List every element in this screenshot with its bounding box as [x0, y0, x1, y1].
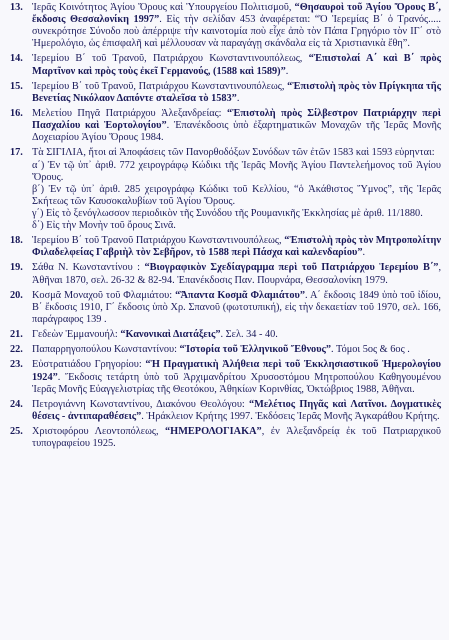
reference-entry: [10, 147, 441, 232]
entry-text-part: Κοσμᾶ Μοναχοῦ τοῦ Φλαμιάτου:: [32, 289, 176, 301]
entry-text-part: Χριστοφόρου Λεοντοπόλεως,: [32, 426, 166, 438]
entry-text-part: Τὰ ΣΙΓΙΛΙΑ, ἤτοι αἱ Ἀποφάσεις τῶν Πανορθοδόξων Συνόδων τῶν ἐτῶν 1583 καὶ 1593 εὑρηνται:: [32, 147, 435, 159]
entry-text-part: Ἱερεμίου Β΄ τοῦ Τρανοῦ, Πατριάρχου Κωνσταντινουπόλεως,: [32, 53, 309, 65]
entry-number: 22.: [10, 344, 23, 356]
sub-item: δ΄) Εἰς τὴν Μονὴν τοῦ ὄρους Σινᾶ.: [32, 219, 176, 231]
entry-number: 20.: [10, 289, 23, 301]
entry-text: [32, 108, 441, 144]
entry-text-part: . Σελ. 34 - 40.: [220, 329, 278, 341]
entry-number: 19.: [10, 262, 23, 274]
sub-item: α΄) Ἐν τῷ ὑπ᾽ ἀριθ. 772 χειρογράφῳ Κώδικι τῆς Ἱερᾶς Μονῆς Ἁγίου Παντελεήμονος τοῦ Ἁγίου Ὄρους.: [32, 159, 441, 183]
reference-entry: [10, 108, 441, 144]
entry-number: 15.: [10, 80, 23, 92]
entry-text: [32, 53, 441, 77]
entry-title: “Ἐπιστολὴ πρὸς Σίλβεστρον Πατριάρχην περὶ Πασχαλίου καὶ Ἑορτολογίου”: [32, 108, 441, 132]
entry-text-part: Σάθα Ν. Κωνσταντίνου :: [32, 262, 145, 274]
reference-entry: [10, 329, 441, 341]
entry-text-part: Γεδεὼν Ἐμμανουήλ:: [32, 329, 121, 341]
reference-entry: [10, 426, 441, 450]
entry-title: “Ἅπαντα Κοσμᾶ Φλαμιάτου”: [175, 289, 305, 301]
reference-entry: [10, 235, 441, 259]
entry-text: [32, 262, 441, 286]
entry-text: [32, 81, 441, 105]
reference-entry: [10, 344, 441, 356]
entry-text: [32, 235, 441, 259]
entry-text-part: Μελετίου Πηγᾶ Πατριάρχου Ἀλεξανδρείας:: [32, 108, 228, 120]
entry-text-part: , ἐν Ἀλεξανδρείᾳ ἐκ τοῦ Πατριαρχικοῦ τυπογραφείου 1925.: [32, 426, 441, 450]
entry-text: [32, 426, 441, 450]
entry-text-part: Ἱερεμίου Β΄ τοῦ Τρανοῦ Πατριάρχου Κωνσταντινουπόλεως,: [32, 235, 285, 247]
entry-title: “Ἡ Πραγματικὴ Ἀλήθεια περὶ τοῦ Ἐκκλησιαστικοῦ Ἡμερολογίου 1924”: [32, 359, 441, 383]
reference-entry: [10, 359, 441, 395]
entry-number: 24.: [10, 398, 23, 410]
entry-title: “Βιογραφικὸν Σχεδίαγραμμα περὶ τοῦ Πατριάρχου Ἱερεμίου Β΄”: [144, 262, 439, 274]
reference-entry: [10, 53, 441, 77]
entry-text-part: Εὐστρατιάδου Γρηγορίου:: [32, 359, 146, 371]
entry-text-part: Παπαρρηγοπούλου Κωνσταντίνου:: [32, 344, 180, 356]
entry-text-part: . Ἐπανέκδοσις ὑπὸ ἐξαρτηματικῶν Μοναχῶν τῆς Ἱερᾶς Μονῆς Δοχειαρίου Ἁγίου Ὄρους 1984.: [32, 120, 441, 144]
entry-number: 21.: [10, 329, 23, 341]
entry-number: 25.: [10, 426, 23, 438]
sub-item: γ΄) Εἰς τὸ ξενόγλωσσον περιοδικὸν τῆς Συνόδου τῆς Ρουμανικῆς Ἐκκλησίας μὲ ἀριθ. 11/1880.: [32, 207, 423, 219]
entry-title: “ΗΜΕΡΟΛΟΓΙΑΚΑ”: [165, 426, 262, 438]
entry-text: [32, 290, 441, 326]
entry-number: 17.: [10, 147, 23, 159]
entry-title: “Μελέτιος Πηγᾶς καὶ Λατῖνοι. Δογματικὲς θέσεις - ἀντιπαραθέσεις”: [32, 398, 441, 422]
entry-text-part: Ἱερᾶς Κοινότητος Ἁγίου Ὄρους καὶ Ὑπουργείου Πολιτισμοῦ,: [32, 2, 295, 13]
entry-text: [32, 2, 441, 50]
entry-text-part: Πετρογιάννη Κωνσταντίνου, Διακόνου Θεολόγου:: [32, 398, 249, 410]
entry-text: [32, 399, 441, 423]
entry-text-part: .: [362, 247, 366, 259]
entry-text-part: . Ἡράκλειον Κρήτης 1997. Ἐκδόσεις Ἱερᾶς Μονῆς Ἀγκαράθου Κρήτης.: [141, 410, 440, 422]
entry-title: “Θησαυροὶ τοῦ Ἁγίου Ὄρους Β΄, ἔκδοσις Θεσσαλονίκη 1997”: [32, 2, 441, 26]
reference-entry: [10, 290, 441, 326]
reference-entry: [10, 2, 441, 50]
entry-text-part: . Εἰς τὴν σελίδαν 453 ἀναφέρεται: “Ὁ Ἱερεμίας Β΄ ὁ Τρανός..... συνεκρότησε Σύνοδο ποὺ ἀπέρριψε τὴν καινοτομία ποὺ εἶχε ἀπὸ τὸν Πάπα Γρηγόριο τὸν ΙΓ΄ στὸ Ἡμερολόγιο, ὡς ἐπισφαλῆ καὶ μέλλουσαν νὰ παραγάγῃ σκάνδαλα εἰς τὰ Χριστιανικὰ ἔθη”.: [32, 14, 441, 50]
entry-title: “Ἱστορία τοῦ Ἑλληνικοῦ Ἔθνους”: [179, 344, 332, 356]
entry-title: “Ἐπιστολαί Α΄ καὶ Β΄ πρὸς Μαρτῖνον καὶ πρὸς τοὺς ἐκεῖ Γερμανούς, (1588 καὶ 1589)”: [32, 53, 441, 77]
entry-text-part: , Ἀθῆναι 1870, σελ. 26-32 & 82-94. Ἐπανέκδοσις Παν. Πουρνάρα, Θεσσαλονίκη 1979.: [32, 262, 442, 286]
entry-number: 16.: [10, 108, 23, 120]
reference-entry: [10, 262, 441, 286]
entry-number: 18.: [10, 235, 23, 247]
entry-text: [32, 344, 441, 356]
entry-title: “Κανονικαὶ Διατάξεις”: [120, 329, 221, 341]
entry-number: 13.: [10, 2, 23, 13]
sub-item: β΄) Ἐν τῷ ὑπ᾽ ἀριθ. 285 χειρογράφῳ Κώδικι τοῦ Κελλίου, “ὁ Ἀκάθιστος Ὕμνος”, τῆς Ἱερᾶς Σκήτεως τῶν Καυσοκαλυβίων τοῦ Ἁγίου Ὄρους.: [32, 183, 441, 207]
entry-title: “Ἐπιστολὴ πρὸς τὸν Πρίγκηπα τῆς Βενετίας Νικόλαον Δαπόντε σταλεῖσα τὸ 1583”: [32, 80, 441, 104]
entry-text-part: . Τόμοι 5ος & 6ος .: [331, 344, 410, 356]
entry-number: 14.: [10, 53, 23, 65]
entry-text: [32, 147, 441, 232]
entry-number: 23.: [10, 359, 23, 371]
entry-text: [32, 329, 441, 341]
entry-text-part: .: [285, 65, 289, 77]
entry-text-part: . Ἔκδοσις τετάρτη ὑπὸ τοῦ Ἀρχιμανδρίτου Χρυσοστόμου Μητροπούλου Καθηγουμένου Ἱερᾶς Μονῆς Εὐαγγελιστρίας τῆς Θεοτόκου, Ἀθηκίων Κορινθίας, Ὀκτώβριος 1988, Ἀθῆναι.: [32, 371, 441, 395]
entry-text-part: Ἱερεμίου Β΄ τοῦ Τρανοῦ, Πατριάρχου Κωνσταντινουπόλεως,: [32, 80, 288, 92]
entry-title: “Ἐπιστολὴ πρὸς τὸν Μητροπολίτην Φιλαδελφείας Γαβριὴλ τὸν Σεβῆρον, τὸ 1588 περὶ Πάσχα καὶ καλενδαρίου”: [32, 235, 441, 259]
entry-text: [32, 359, 441, 395]
entry-text-part: .: [236, 92, 240, 104]
reference-entry: [10, 399, 441, 423]
entry-text-part: . Α΄ ἔκδοσις 1849 ὑπὸ τοῦ ἰδίου, Β΄ ἔκδοσις 1910, Γ΄ ἔκδοσις ὑπὸ Χρ. Σπανοῦ (φωτοτυπική), εἰς τὴν δεκαετίαν τοῦ 1970, σελ. 166, παράγραφος 139 .: [32, 289, 441, 325]
reference-entry: [10, 81, 441, 105]
